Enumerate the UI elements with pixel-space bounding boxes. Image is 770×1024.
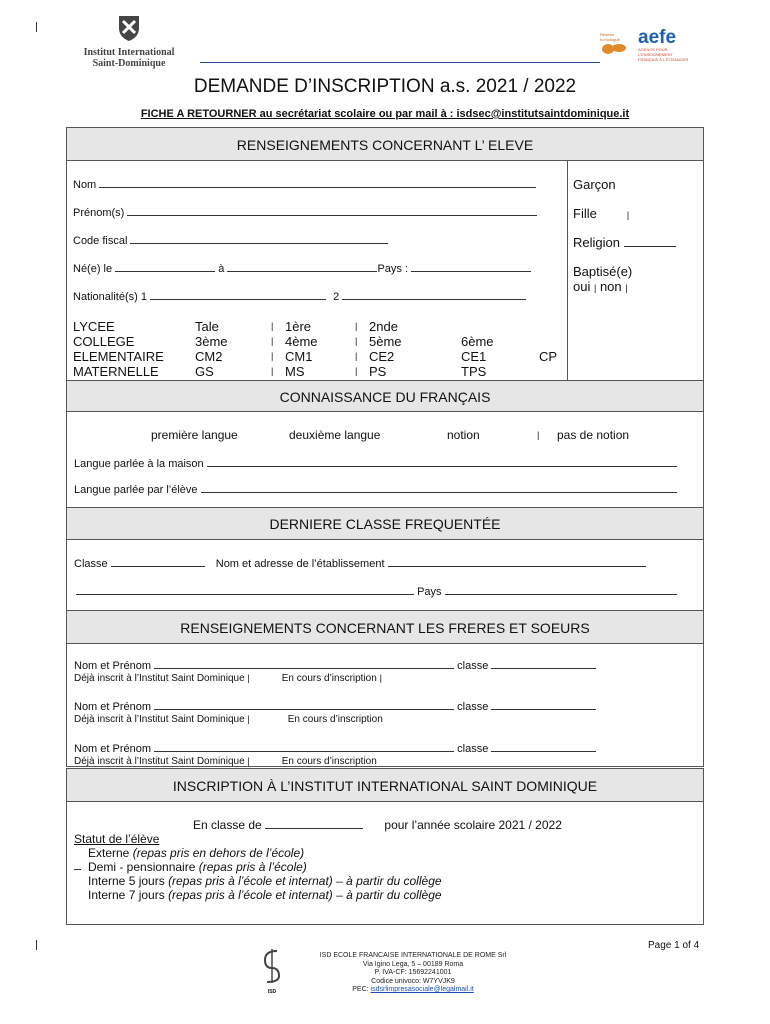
level-row <box>73 364 567 379</box>
deuxieme-langue-option[interactable]: deuxième langue <box>289 428 381 442</box>
sibling-nom-field[interactable] <box>154 699 454 710</box>
level-class-checkbox[interactable]: | <box>271 366 274 376</box>
level-class-option[interactable]: 4ème <box>285 334 318 349</box>
level-class-checkbox[interactable]: | <box>355 366 358 376</box>
adresse-field[interactable] <box>76 584 414 595</box>
demi-pension-label: Demi - pensionnaire <box>88 860 196 874</box>
sibling-3 <box>74 741 596 768</box>
deja-inscrit-label: Déjà inscrit à l’Institut Saint Dominique <box>74 714 245 725</box>
lieu-naissance-field[interactable] <box>227 261 377 272</box>
pays-etab-field[interactable] <box>445 584 677 595</box>
section-inscription-header <box>66 768 704 802</box>
etablissement-field[interactable] <box>388 556 646 567</box>
pec-label: PEC: <box>352 986 369 993</box>
statut-label: Statut de l’élève <box>74 832 160 846</box>
oui-label: oui <box>573 279 591 294</box>
level-class-option[interactable]: GS <box>195 364 214 379</box>
aefe-logo <box>638 28 694 62</box>
sibling-name-row <box>74 658 596 672</box>
sibling-classe-label: classe <box>457 660 489 672</box>
school-logo <box>78 14 180 69</box>
date-naissance-field[interactable] <box>115 261 215 272</box>
interne-7-note: (repas pris à l’école et internat) – à partir du collège <box>168 888 442 902</box>
interne-7-label: Interne 7 jours <box>88 888 165 902</box>
aefe-subtitle: AGENCE POUR L'ENSEIGNEMENT FRANÇAIS À L'ÉTRANGER <box>638 47 689 62</box>
langue-maison-row <box>74 456 677 470</box>
header-rule <box>200 62 600 63</box>
nom-label: Nom <box>73 179 97 191</box>
isd-emblem-icon <box>259 948 285 984</box>
deja-inscrit-label: Déjà inscrit à l’Institut Saint Dominique <box>74 673 245 684</box>
sibling-1 <box>74 658 596 685</box>
sibling-nom-label: Nom et Prénom <box>74 701 152 713</box>
level-row <box>73 349 567 364</box>
en-classe-row <box>193 818 562 832</box>
externe-option[interactable] <box>74 846 442 860</box>
pays-naissance-field[interactable] <box>411 261 531 272</box>
level-class-option[interactable]: CE2 <box>369 349 395 364</box>
section-fratrie-title: RENSEIGNEMENTS CONCERNANT LES FRERES ET SOEURS <box>180 620 590 636</box>
code-fiscal-field[interactable] <box>130 233 388 244</box>
en-cours-checkbox[interactable]: | <box>379 673 382 683</box>
notion-option[interactable]: notion <box>447 428 480 442</box>
annee-label: pour l’année scolaire 2021 / 2022 <box>384 818 562 832</box>
sibling-classe-label: classe <box>457 743 489 755</box>
non-checkbox[interactable]: | <box>625 283 628 293</box>
en-cours-label: En cours d’inscription <box>287 714 383 725</box>
level-class-checkbox[interactable]: | <box>271 336 274 346</box>
deja-inscrit-checkbox[interactable]: | <box>247 714 250 724</box>
pec-link[interactable]: isdsrlimpresasociale@legalmail.it <box>370 986 474 993</box>
premiere-langue-option[interactable]: première langue <box>151 428 238 442</box>
lieu-label: à <box>218 263 225 275</box>
pays-naissance-label: Pays : <box>377 263 409 275</box>
demi-pension-option[interactable] <box>74 860 442 874</box>
reseau-label: Réseau homologué <box>600 32 620 42</box>
langue-maison-field[interactable] <box>207 456 677 467</box>
sibling-status-row <box>74 755 596 768</box>
isd-logo-label: ISD <box>267 989 277 995</box>
page-subtitle: FICHE A RETOURNER au secrétariat scolaire ou par mail à : isdsec@institutsaintdominique.it <box>140 108 630 120</box>
oui-checkbox[interactable]: | <box>593 283 597 293</box>
religion-field[interactable] <box>624 236 676 247</box>
company-name: ISD ECOLE FRANCAISE INTERNATIONALE DE ROME Srl <box>319 952 507 959</box>
sibling-status-row <box>74 672 596 685</box>
level-class-option[interactable]: MS <box>285 364 305 379</box>
statut-list <box>74 832 442 902</box>
section-fratrie-body <box>66 643 704 767</box>
level-class-checkbox[interactable]: | <box>355 321 358 331</box>
level-class-option[interactable]: TPS <box>461 364 487 379</box>
fille-checkbox[interactable]: | <box>626 210 630 220</box>
nationalite-row <box>73 289 526 303</box>
company-vat: P. IVA-CF: 15692241001 <box>374 969 452 976</box>
langue-eleve-field[interactable] <box>201 482 677 493</box>
code-fiscal-row <box>73 233 388 247</box>
level-name: COLLEGE <box>73 334 135 349</box>
externe-note: (repas pris en dehors de l’école) <box>132 846 305 860</box>
level-class-option[interactable]: 5ème <box>369 334 402 349</box>
sibling-classe-field[interactable] <box>491 741 596 752</box>
pays-etab-label: Pays <box>417 586 442 598</box>
level-class-checkbox[interactable]: | <box>355 351 358 361</box>
nationalite1-field[interactable] <box>150 289 326 300</box>
en-cours-label: En cours d’inscription <box>281 673 377 684</box>
prenom-label: Prénom(s) <box>73 207 125 219</box>
section-eleve-body <box>66 160 704 382</box>
religion-label: Religion <box>573 235 620 250</box>
level-name: ELEMENTAIRE <box>73 349 164 364</box>
interne-7-option[interactable] <box>74 888 442 902</box>
etablissement-label: Nom et adresse de l’établissement <box>215 558 385 570</box>
sibling-status-row <box>74 713 596 726</box>
nom-field[interactable] <box>99 177 536 188</box>
section-classe-title: DERNIERE CLASSE FREQUENTÉE <box>269 516 501 532</box>
sibling-nom-label: Nom et Prénom <box>74 743 152 755</box>
company-code: Codice univoco: W7YVJK9 <box>371 977 455 985</box>
level-class-option[interactable]: PS <box>369 364 387 379</box>
deja-inscrit-checkbox[interactable]: | <box>247 673 250 683</box>
classe-label: Classe <box>74 558 108 570</box>
baptise-label: Baptisé(e) <box>573 264 633 279</box>
isd-logo <box>250 948 294 995</box>
baptise-options <box>573 279 676 294</box>
nom-row <box>73 177 536 191</box>
company-address: Via Igino Lega, 5 – 00189 Roma <box>362 960 464 968</box>
langue-eleve-row <box>74 482 677 496</box>
sibling-classe-label: classe <box>457 701 489 713</box>
section-inscription-body <box>66 801 704 925</box>
sibling-nom-field[interactable] <box>154 741 454 752</box>
level-class-checkbox[interactable]: | <box>271 351 274 361</box>
section-classe-body <box>66 539 704 611</box>
sibling-name-row <box>74 699 596 713</box>
level-class-option[interactable]: 2nde <box>369 319 398 334</box>
prenom-field[interactable] <box>127 205 537 216</box>
page-title: DEMANDE D’INSCRIPTION a.s. 2021 / 2022 <box>193 76 577 97</box>
section-eleve-title: RENSEIGNEMENTS CONCERNANT L’ ELEVE <box>236 137 534 153</box>
notion-checkbox[interactable]: | <box>537 430 540 440</box>
pays-etab-row <box>76 584 677 598</box>
level-class-option[interactable]: Tale <box>195 319 219 334</box>
naissance-row <box>73 261 531 275</box>
non-label: non <box>599 279 622 294</box>
level-name: LYCEE <box>73 319 115 334</box>
school-name-line2: Saint-Dominique <box>92 58 166 69</box>
footer-address <box>300 952 526 995</box>
garcon-option[interactable]: Garçon <box>573 177 616 192</box>
sibling-classe-field[interactable] <box>491 699 596 710</box>
langue-eleve-label: Langue parlée par l’élève <box>74 484 198 496</box>
ne-le-label: Né(e) le <box>73 263 113 275</box>
langue-maison-label: Langue parlée à la maison <box>74 458 204 470</box>
sibling-name-row <box>74 741 596 755</box>
prenom-row <box>73 205 537 219</box>
fille-label: Fille <box>573 206 597 221</box>
demi-pension-checkbox[interactable] <box>74 869 81 870</box>
company-pec <box>300 986 526 995</box>
level-class-option[interactable]: CM2 <box>195 349 223 364</box>
nationalite2-field[interactable] <box>342 289 526 300</box>
reseau-logo <box>600 32 632 61</box>
demi-pension-note: (repas pris à l’école) <box>198 860 307 874</box>
school-name-line1: Institut International <box>83 47 175 58</box>
interne-5-label: Interne 5 jours <box>88 874 165 888</box>
shield-icon <box>116 14 142 42</box>
margin-mark-bottom <box>36 940 37 950</box>
level-name: MATERNELLE <box>73 364 159 379</box>
level-class-option[interactable]: CP <box>539 349 558 364</box>
interne-5-option[interactable] <box>74 874 442 888</box>
section-francais-body <box>66 411 704 509</box>
level-class-option[interactable]: 3ème <box>195 334 228 349</box>
classe-field[interactable] <box>111 556 205 567</box>
level-class-option[interactable]: CM1 <box>285 349 313 364</box>
deja-inscrit-checkbox[interactable]: | <box>247 756 250 766</box>
code-fiscal-label: Code fiscal <box>73 235 128 247</box>
interne-5-note: (repas pris à l’école et internat) – à partir du collège <box>168 874 442 888</box>
section-fratrie-header <box>66 610 704 644</box>
sibling-classe-field[interactable] <box>491 658 596 669</box>
en-classe-label: En classe de <box>193 818 262 832</box>
level-row <box>73 319 567 334</box>
deja-inscrit-label: Déjà inscrit à l’Institut Saint Dominique <box>74 756 245 767</box>
section-inscription-title: INSCRIPTION À L’INSTITUT INTERNATIONAL SAINT DOMINIQUE <box>172 778 598 794</box>
page-number: Page 1 of 4 <box>648 940 700 951</box>
sibling-nom-field[interactable] <box>154 658 454 669</box>
section-eleve-header <box>66 127 704 161</box>
section-francais-title: CONNAISSANCE DU FRANÇAIS <box>279 389 491 405</box>
section-classe-header <box>66 507 704 540</box>
level-class-option[interactable]: 1ère <box>285 319 312 334</box>
level-row <box>73 334 567 349</box>
derniere-classe-row <box>74 556 646 570</box>
aefe-wordmark: aefe <box>638 27 677 48</box>
level-class-option[interactable]: CE1 <box>461 349 487 364</box>
religion-row <box>573 235 676 250</box>
fille-option[interactable] <box>573 206 676 221</box>
en-classe-field[interactable] <box>265 818 363 829</box>
eleve-divider <box>567 161 568 381</box>
sibling-2 <box>74 699 596 726</box>
pas-de-notion-option[interactable]: pas de notion <box>557 428 630 442</box>
externe-label: Externe <box>88 846 130 860</box>
level-class-checkbox[interactable]: | <box>271 321 274 331</box>
nationalite2-label: 2 <box>333 291 340 303</box>
levels-grid <box>73 319 567 379</box>
nationalite-label: Nationalité(s) 1 <box>73 291 147 303</box>
margin-mark-top <box>36 22 37 32</box>
level-class-checkbox[interactable]: | <box>355 336 358 346</box>
section-francais-header <box>66 380 704 412</box>
sibling-nom-label: Nom et Prénom <box>74 660 152 672</box>
level-class-option[interactable]: 6ème <box>461 334 494 349</box>
world-map-icon <box>600 42 628 56</box>
en-cours-label: En cours d’inscription <box>281 756 377 767</box>
gender-religion-panel <box>573 177 676 294</box>
